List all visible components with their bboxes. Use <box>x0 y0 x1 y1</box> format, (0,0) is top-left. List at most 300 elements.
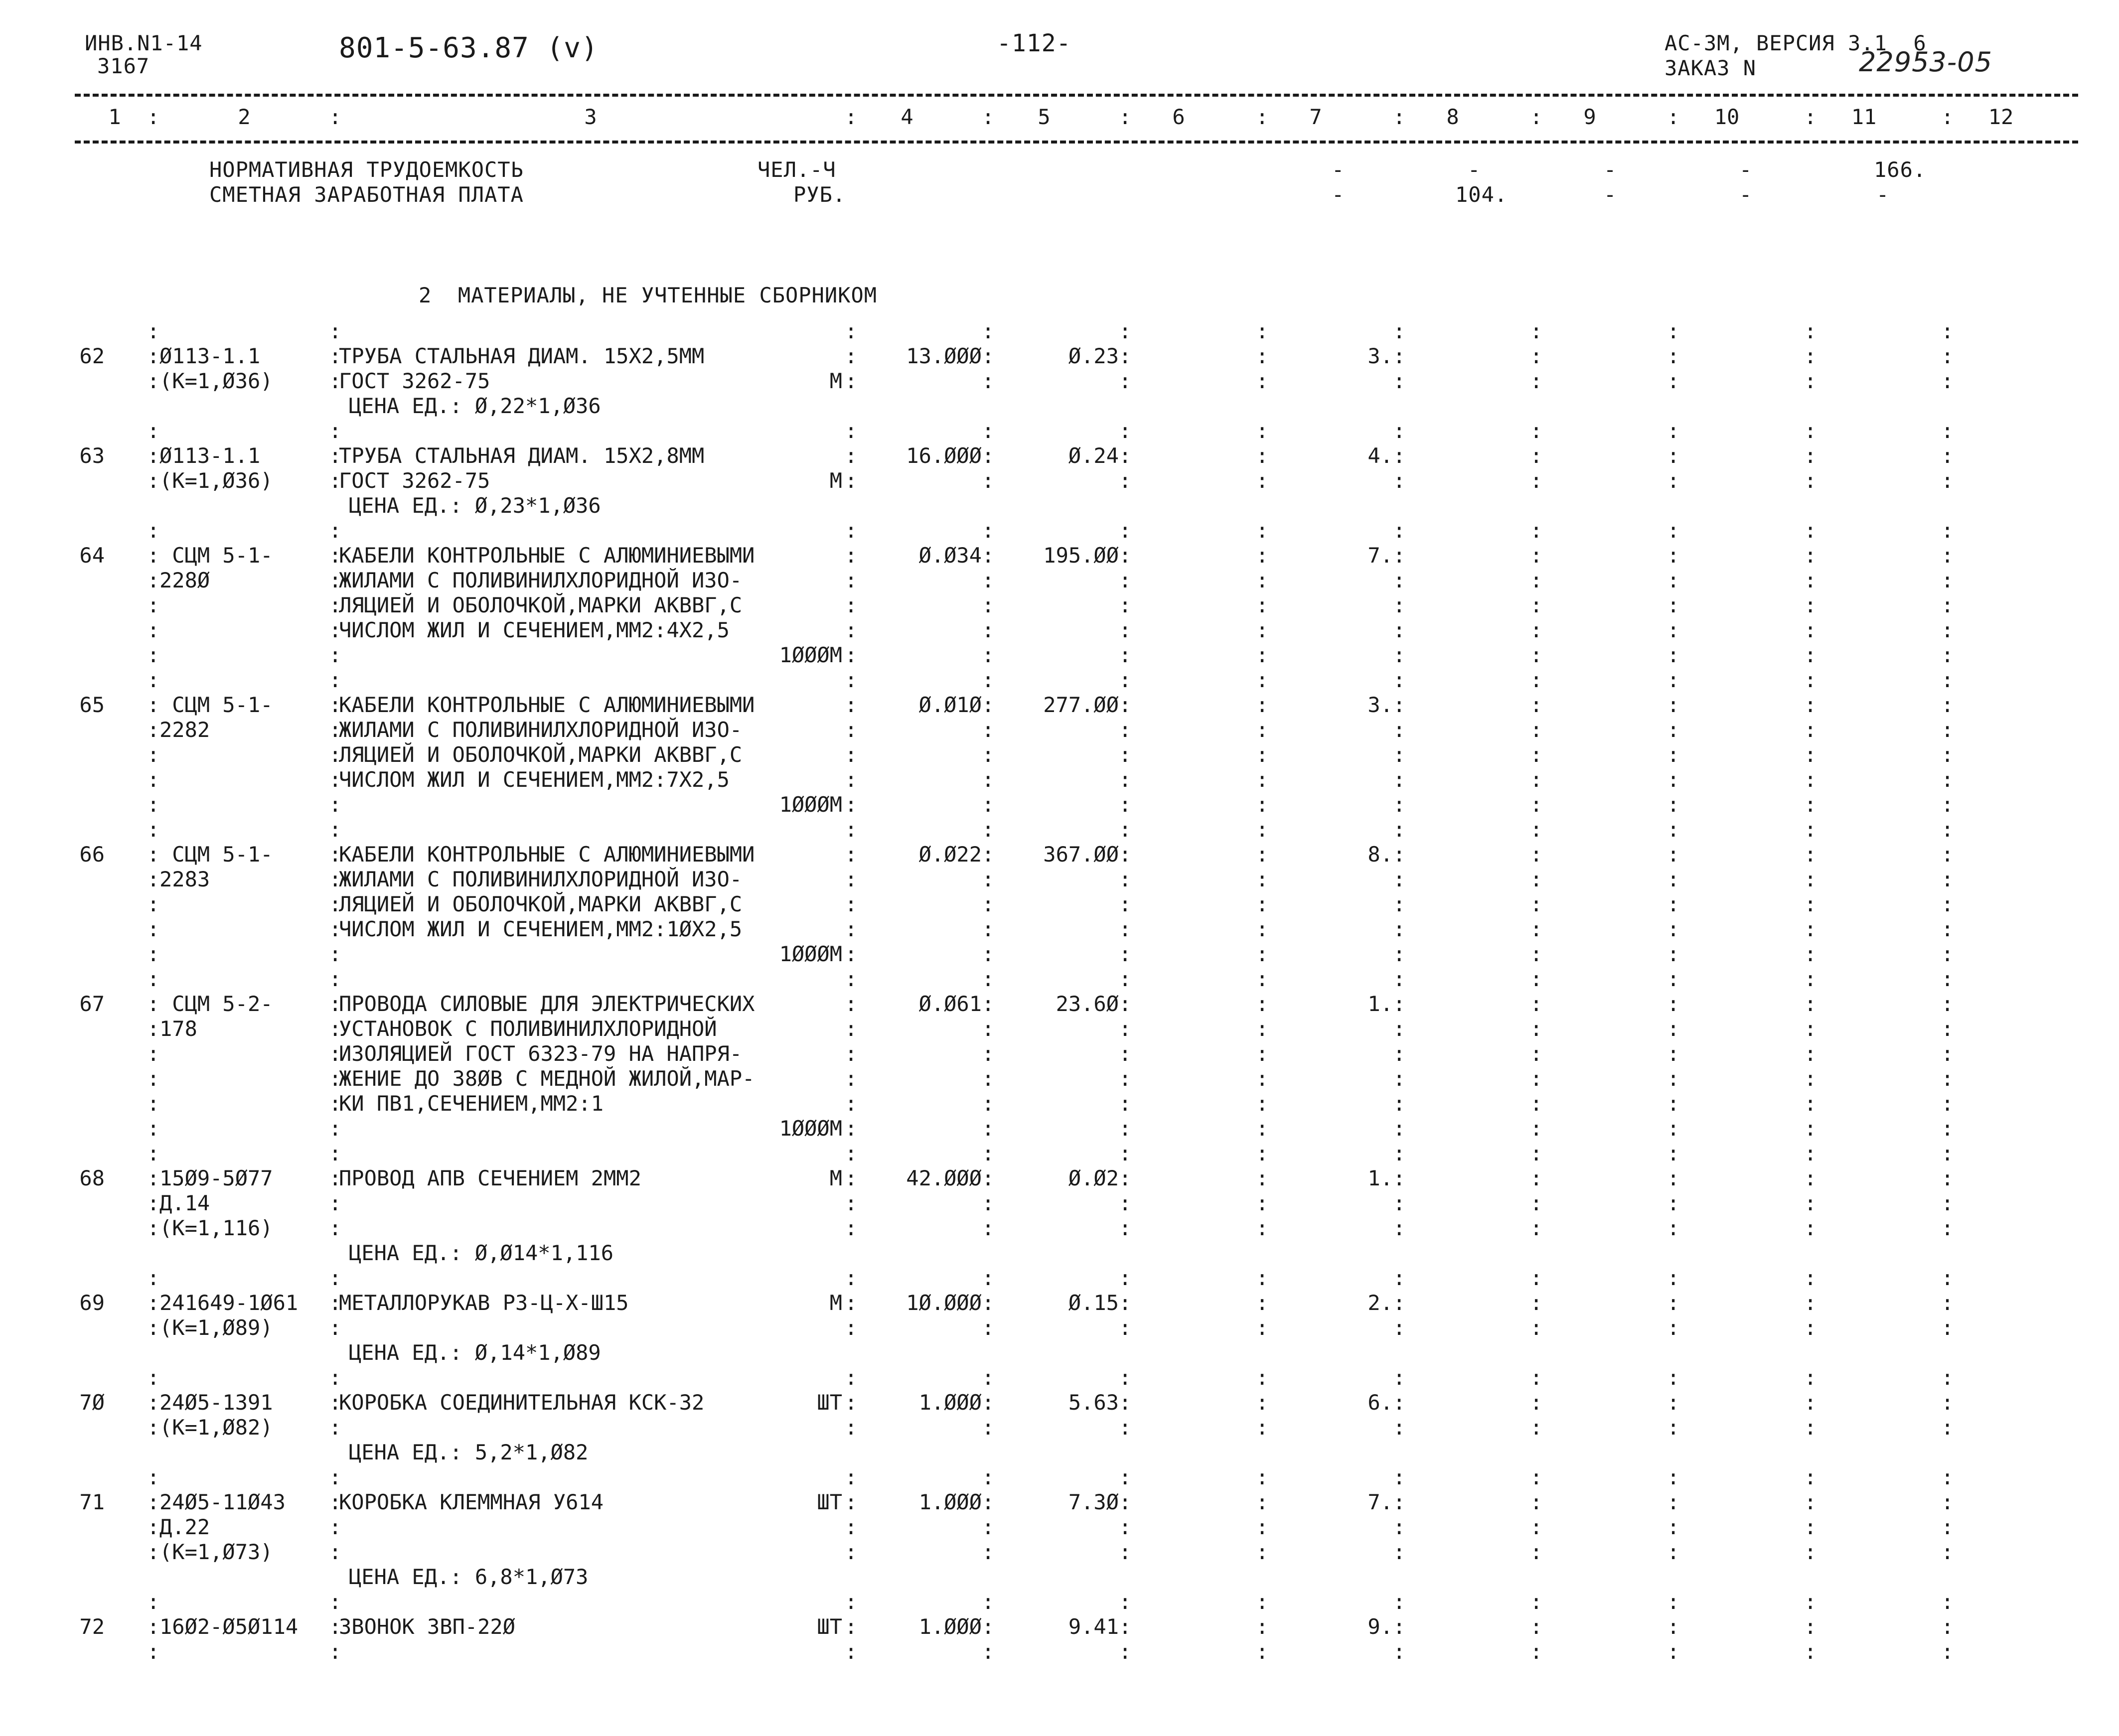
column-separator: : <box>147 1266 160 1290</box>
item-description: КОРОБКА КЛЕММНАЯ У614 <box>339 1490 604 1514</box>
column-separator: : <box>982 1041 995 1066</box>
column-separator: : <box>1393 1141 1406 1165</box>
column-separator: : <box>845 1465 858 1489</box>
column-separator: : <box>1530 917 1543 941</box>
column-separator: : <box>1804 1390 1817 1415</box>
column-separator: : <box>329 543 342 568</box>
column-separator: : <box>1119 1266 1132 1290</box>
column-separator: : <box>329 618 342 642</box>
column-separator: : <box>845 942 858 966</box>
column-separator: : <box>147 767 160 792</box>
column-separator: : <box>1941 1465 1954 1489</box>
column-separator: : <box>1393 1116 1406 1141</box>
column-separator: : <box>329 1390 342 1415</box>
column-separator: : <box>1256 792 1269 817</box>
item-price: Ø.23 <box>1068 344 1119 368</box>
item-unit: М <box>829 1291 842 1315</box>
column-separator: : <box>1393 1490 1406 1514</box>
column-separator: : <box>1667 1415 1680 1440</box>
column-separator: : <box>1941 1091 1954 1116</box>
item-code: 2282 <box>159 718 210 742</box>
column-separator: : <box>1804 319 1817 343</box>
column-separator: : <box>1119 319 1132 343</box>
column-separator: : <box>1667 867 1680 891</box>
unit-price-note: ЦЕНА ЕД.: Ø,14*1,Ø89 <box>349 1340 601 1365</box>
column-separator: : <box>1119 842 1132 867</box>
column-separator: : <box>1804 792 1817 817</box>
column-separator: : <box>329 419 342 443</box>
row-number: 67 <box>79 992 105 1016</box>
column-separator: : <box>329 967 342 991</box>
unit-price-note: ЦЕНА ЕД.: 6,8*1,Ø73 <box>349 1565 589 1589</box>
column-separator: : <box>1119 1216 1132 1240</box>
column-separator: : <box>1941 618 1954 642</box>
column-separator: : <box>1804 1166 1817 1190</box>
column-separator: : <box>845 1365 858 1390</box>
column-separator: : <box>982 1390 995 1415</box>
column-separator: : <box>982 842 995 867</box>
column-separator: : <box>845 867 858 891</box>
column-separator: : <box>1119 1490 1132 1514</box>
column-separator: : <box>1119 967 1132 991</box>
wage-c8: 104. <box>1455 182 1508 207</box>
row-number: 7Ø <box>79 1390 105 1415</box>
column-separator: : <box>147 369 160 393</box>
column-separator: : <box>147 1540 160 1564</box>
column-separator: : <box>329 1066 342 1091</box>
column-separator: : <box>1530 817 1543 842</box>
column-separator: : <box>1667 1016 1680 1041</box>
column-separator: : <box>1941 992 1954 1016</box>
column-separator: : <box>1393 1016 1406 1041</box>
item-code: СЦМ 5-1- <box>159 842 273 867</box>
item-description: ЛЯЦИЕЙ И ОБОЛОЧКОЙ,МАРКИ АКВВГ,С <box>339 742 743 767</box>
row-number: 71 <box>79 1490 105 1514</box>
column-separator: : <box>1119 105 1132 129</box>
item-description: ЖЕНИЕ ДО 38ØВ С МЕДНОЙ ЖИЛОЙ,МАР- <box>339 1066 755 1091</box>
column-separator: : <box>1119 1390 1132 1415</box>
column-number: 5 <box>1038 105 1051 129</box>
column-separator: : <box>1941 1365 1954 1390</box>
labor-c8: - <box>1468 157 1481 182</box>
column-separator: : <box>1393 817 1406 842</box>
column-separator: : <box>1393 1315 1406 1340</box>
column-separator: : <box>1393 1066 1406 1091</box>
column-separator: : <box>1530 105 1543 129</box>
column-separator: : <box>1530 1465 1543 1489</box>
unit-price-note: ЦЕНА ЕД.: Ø,Ø14*1,116 <box>349 1241 614 1265</box>
column-separator: : <box>1119 1590 1132 1614</box>
item-description: ГОСТ 3262-75 <box>339 468 490 493</box>
column-separator: : <box>1530 543 1543 568</box>
item-description: ЛЯЦИЕЙ И ОБОЛОЧКОЙ,МАРКИ АКВВГ,С <box>339 593 743 617</box>
item-price: 367.ØØ <box>1043 842 1119 867</box>
column-separator: : <box>1941 967 1954 991</box>
column-separator: : <box>1804 767 1817 792</box>
column-separator: : <box>147 992 160 1016</box>
column-separator: : <box>1804 992 1817 1016</box>
column-number: 2 <box>238 105 251 129</box>
column-separator: : <box>1256 1041 1269 1066</box>
wage-c11: - <box>1876 182 1890 207</box>
column-separator: : <box>147 1116 160 1141</box>
column-separator: : <box>845 1266 858 1290</box>
column-separator: : <box>147 1091 160 1116</box>
column-separator: : <box>1530 742 1543 767</box>
column-separator: : <box>1393 443 1406 468</box>
column-separator: : <box>329 1465 342 1489</box>
column-separator: : <box>845 419 858 443</box>
column-separator: : <box>1256 892 1269 916</box>
column-separator: : <box>1256 817 1269 842</box>
item-description: ТРУБА СТАЛЬНАЯ ДИАМ. 15Х2,5ММ <box>339 344 705 368</box>
column-separator: : <box>845 1191 858 1215</box>
column-separator: : <box>982 1266 995 1290</box>
column-separator: : <box>845 1390 858 1415</box>
column-separator: : <box>329 344 342 368</box>
column-separator: : <box>147 1216 160 1240</box>
column-separator: : <box>1530 1365 1543 1390</box>
item-cost: 8. <box>1367 842 1393 867</box>
item-cost: 1. <box>1367 992 1393 1016</box>
column-separator: : <box>1256 443 1269 468</box>
column-separator: : <box>1119 668 1132 692</box>
column-separator: : <box>1941 718 1954 742</box>
column-separator: : <box>982 419 995 443</box>
column-separator: : <box>1119 867 1132 891</box>
column-separator: : <box>1119 1465 1132 1489</box>
column-separator: : <box>1804 643 1817 667</box>
column-separator: : <box>1530 443 1543 468</box>
row-number: 64 <box>79 543 105 568</box>
column-separator: : <box>845 319 858 343</box>
column-separator: : <box>1256 319 1269 343</box>
column-separator: : <box>329 992 342 1016</box>
column-separator: : <box>1941 1590 1954 1614</box>
labor-c7: - <box>1332 157 1345 182</box>
column-separator: : <box>1119 1041 1132 1066</box>
column-separator: : <box>1667 1041 1680 1066</box>
column-separator: : <box>1393 1041 1406 1066</box>
column-separator: : <box>1530 1490 1543 1514</box>
column-separator: : <box>1530 1191 1543 1215</box>
column-separator: : <box>147 693 160 717</box>
column-separator: : <box>982 967 995 991</box>
column-separator: : <box>982 468 995 493</box>
item-code: (K=1,Ø36) <box>159 369 273 393</box>
column-separator: : <box>1393 105 1406 129</box>
column-number: 7 <box>1309 105 1322 129</box>
column-separator: : <box>329 1540 342 1564</box>
column-separator: : <box>1393 1540 1406 1564</box>
column-separator: : <box>1804 1266 1817 1290</box>
column-separator: : <box>1530 767 1543 792</box>
column-separator: : <box>1119 1315 1132 1340</box>
column-separator: : <box>1119 443 1132 468</box>
item-code: 24Ø5-1391 <box>159 1390 273 1415</box>
column-separator: : <box>1804 1191 1817 1215</box>
column-separator: : <box>1393 568 1406 592</box>
column-separator: : <box>329 1614 342 1639</box>
column-separator: : <box>1530 1540 1543 1564</box>
column-separator: : <box>1667 1066 1680 1091</box>
item-code: СЦМ 5-1- <box>159 543 273 568</box>
column-separator: : <box>1941 1540 1954 1564</box>
item-quantity: Ø.Ø34 <box>918 543 982 568</box>
column-separator: : <box>982 1614 995 1639</box>
column-separator: : <box>1667 668 1680 692</box>
row-number: 66 <box>79 842 105 867</box>
row-number: 65 <box>79 693 105 717</box>
column-separator: : <box>147 618 160 642</box>
column-number: 10 <box>1714 105 1740 129</box>
column-separator: : <box>1119 1291 1132 1315</box>
column-separator: : <box>1256 742 1269 767</box>
column-separator: : <box>1804 344 1817 368</box>
item-quantity: 1Ø.ØØØ <box>906 1291 982 1315</box>
item-unit: 1ØØØМ <box>779 1116 842 1141</box>
column-separator: : <box>147 105 160 129</box>
column-separator: : <box>845 792 858 817</box>
column-separator: : <box>1119 1515 1132 1539</box>
column-separator: : <box>329 1639 342 1664</box>
column-separator: : <box>845 568 858 592</box>
column-separator: : <box>1804 1291 1817 1315</box>
column-separator: : <box>1119 369 1132 393</box>
labor-c10: - <box>1739 157 1753 182</box>
column-separator: : <box>1530 1390 1543 1415</box>
column-separator: : <box>845 842 858 867</box>
column-separator: : <box>982 892 995 916</box>
item-code: 15Ø9-5Ø77 <box>159 1166 273 1190</box>
column-separator: : <box>1941 942 1954 966</box>
column-separator: : <box>1393 1365 1406 1390</box>
column-separator: : <box>329 1166 342 1190</box>
column-separator: : <box>1667 643 1680 667</box>
item-description: ЗВОНОК ЗВП-22Ø <box>339 1614 516 1639</box>
item-unit: М <box>829 369 842 393</box>
row-number: 68 <box>79 1166 105 1190</box>
item-description: ГОСТ 3262-75 <box>339 369 490 393</box>
column-separator: : <box>1941 1291 1954 1315</box>
column-separator: : <box>1667 1590 1680 1614</box>
column-separator: : <box>147 967 160 991</box>
item-quantity: 42.ØØØ <box>906 1166 982 1190</box>
column-separator: : <box>982 1116 995 1141</box>
column-separator: : <box>1119 1066 1132 1091</box>
column-separator: : <box>147 792 160 817</box>
order-label: ЗАКАЗ N <box>1665 56 1757 80</box>
column-separator: : <box>982 668 995 692</box>
column-separator: : <box>1119 693 1132 717</box>
column-separator: : <box>1256 718 1269 742</box>
column-separator: : <box>1941 1166 1954 1190</box>
column-separator: : <box>982 344 995 368</box>
column-separator: : <box>1667 892 1680 916</box>
column-separator: : <box>1256 967 1269 991</box>
column-separator: : <box>1941 568 1954 592</box>
column-separator: : <box>1256 1465 1269 1489</box>
column-separator: : <box>982 369 995 393</box>
column-separator: : <box>1804 369 1817 393</box>
column-separator: : <box>845 917 858 941</box>
column-separator: : <box>1941 1116 1954 1141</box>
column-separator: : <box>147 1465 160 1489</box>
item-price: 5.63 <box>1068 1390 1119 1415</box>
column-separator: : <box>1256 518 1269 543</box>
column-separator: : <box>845 1066 858 1091</box>
item-code: 16Ø2-Ø5Ø114 <box>159 1614 299 1639</box>
item-quantity: 16.ØØØ <box>906 443 982 468</box>
column-separator: : <box>845 1291 858 1315</box>
column-separator: : <box>1941 369 1954 393</box>
column-separator: : <box>1804 1116 1817 1141</box>
column-separator: : <box>1256 992 1269 1016</box>
item-unit: ШТ <box>817 1390 842 1415</box>
column-separator: : <box>1530 718 1543 742</box>
column-separator: : <box>1941 767 1954 792</box>
column-separator: : <box>1667 1490 1680 1514</box>
item-unit: ШТ <box>817 1490 842 1514</box>
item-cost: 3. <box>1367 344 1393 368</box>
column-separator: : <box>1530 369 1543 393</box>
column-separator: : <box>845 1540 858 1564</box>
column-separator: : <box>845 1216 858 1240</box>
column-separator: : <box>982 1415 995 1440</box>
column-separator: : <box>147 1016 160 1041</box>
column-separator: : <box>845 1041 858 1066</box>
column-separator: : <box>1667 842 1680 867</box>
column-separator: : <box>845 643 858 667</box>
column-separator: : <box>147 468 160 493</box>
column-separator: : <box>982 443 995 468</box>
column-separator: : <box>982 1365 995 1390</box>
column-separator: : <box>1530 419 1543 443</box>
column-separator: : <box>1530 1415 1543 1440</box>
column-separator: : <box>1256 1291 1269 1315</box>
column-separator: : <box>982 992 995 1016</box>
column-separator: : <box>1256 1141 1269 1165</box>
column-separator: : <box>329 842 342 867</box>
column-separator: : <box>982 742 995 767</box>
column-separator: : <box>1256 369 1269 393</box>
column-separator: : <box>1530 1639 1543 1664</box>
column-separator: : <box>147 668 160 692</box>
column-separator: : <box>982 1639 995 1664</box>
column-separator: : <box>1530 1315 1543 1340</box>
column-separator: : <box>1667 742 1680 767</box>
item-quantity: Ø.Ø61 <box>918 992 982 1016</box>
column-separator: : <box>1941 1415 1954 1440</box>
column-separator: : <box>1804 718 1817 742</box>
column-separator: : <box>1941 643 1954 667</box>
column-separator: : <box>329 568 342 592</box>
column-separator: : <box>1119 767 1132 792</box>
column-separator: : <box>1804 1016 1817 1041</box>
column-separator: : <box>1393 967 1406 991</box>
column-separator: : <box>1119 742 1132 767</box>
column-separator: : <box>1804 1041 1817 1066</box>
column-separator: : <box>1941 842 1954 867</box>
column-separator: : <box>1119 1365 1132 1390</box>
column-separator: : <box>1256 1415 1269 1440</box>
column-separator: : <box>1393 1415 1406 1440</box>
column-separator: : <box>1256 1639 1269 1664</box>
column-separator: : <box>1256 1016 1269 1041</box>
item-price: 195.ØØ <box>1043 543 1119 568</box>
column-separator: : <box>1941 1390 1954 1415</box>
column-separator: : <box>845 1515 858 1539</box>
item-price: Ø.Ø2 <box>1068 1166 1119 1190</box>
column-separator: : <box>1530 1041 1543 1066</box>
column-separator: : <box>1256 1540 1269 1564</box>
column-separator: : <box>329 1365 342 1390</box>
column-separator: : <box>845 369 858 393</box>
column-separator: : <box>329 817 342 842</box>
column-separator: : <box>982 1091 995 1116</box>
column-separator: : <box>329 1315 342 1340</box>
column-separator: : <box>982 643 995 667</box>
column-separator: : <box>845 443 858 468</box>
column-separator: : <box>1393 1091 1406 1116</box>
column-separator: : <box>982 1515 995 1539</box>
column-separator: : <box>845 718 858 742</box>
column-separator: : <box>1667 767 1680 792</box>
column-separator: : <box>1941 742 1954 767</box>
column-separator: : <box>1941 693 1954 717</box>
column-separator: : <box>329 1016 342 1041</box>
column-separator: : <box>329 1041 342 1066</box>
column-separator: : <box>1119 1639 1132 1664</box>
column-separator: : <box>845 1639 858 1664</box>
column-separator: : <box>1667 1639 1680 1664</box>
column-separator: : <box>845 1315 858 1340</box>
item-cost: 2. <box>1367 1291 1393 1315</box>
column-separator: : <box>1393 643 1406 667</box>
column-separator: : <box>1393 319 1406 343</box>
column-separator: : <box>1256 1590 1269 1614</box>
column-separator: : <box>845 1590 858 1614</box>
column-separator: : <box>1804 742 1817 767</box>
column-separator: : <box>1393 1590 1406 1614</box>
column-separator: : <box>1393 668 1406 692</box>
column-separator: : <box>1119 1166 1132 1190</box>
column-separator: : <box>1530 643 1543 667</box>
column-separator: : <box>1804 817 1817 842</box>
column-separator: : <box>1256 867 1269 891</box>
labor-c9: - <box>1604 157 1617 182</box>
column-separator: : <box>1667 1266 1680 1290</box>
column-separator: : <box>845 992 858 1016</box>
column-separator: : <box>982 1191 995 1215</box>
column-separator: : <box>845 518 858 543</box>
column-separator: : <box>1393 1515 1406 1539</box>
column-separator: : <box>1530 1016 1543 1041</box>
column-separator: : <box>1256 1191 1269 1215</box>
column-separator: : <box>1941 892 1954 916</box>
column-separator: : <box>845 742 858 767</box>
column-separator: : <box>1667 1191 1680 1215</box>
column-separator: : <box>1256 1390 1269 1415</box>
column-separator: : <box>1119 1415 1132 1440</box>
column-separator: : <box>1393 792 1406 817</box>
column-separator: : <box>1941 1515 1954 1539</box>
column-separator: : <box>1256 1066 1269 1091</box>
wage-c9: - <box>1604 182 1617 207</box>
column-separator: : <box>147 568 160 592</box>
column-separator: : <box>1941 1066 1954 1091</box>
column-separator: : <box>845 892 858 916</box>
